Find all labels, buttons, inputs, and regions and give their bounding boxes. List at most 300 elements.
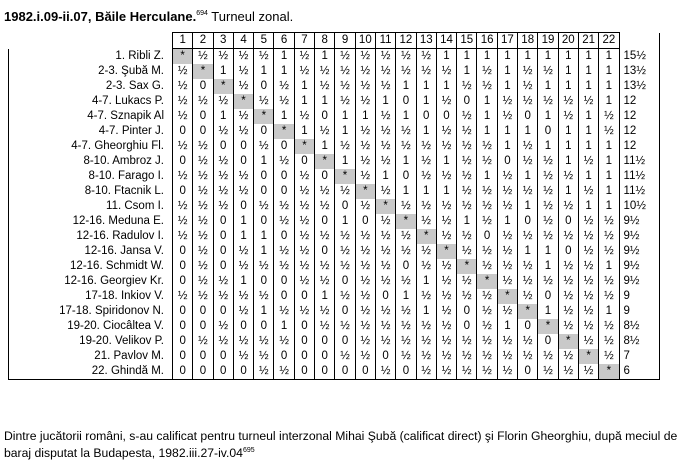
result-cell: 1 bbox=[497, 124, 517, 139]
result-cell: 0 bbox=[538, 334, 558, 349]
result-cell: ½ bbox=[416, 349, 436, 364]
result-cell: ½ bbox=[558, 229, 578, 244]
player-score: 11½ bbox=[619, 169, 659, 184]
player-label bbox=[9, 319, 173, 334]
result-cell: ½ bbox=[497, 184, 517, 199]
result-cell: 0 bbox=[396, 364, 416, 380]
result-cell: 1 bbox=[254, 304, 274, 319]
result-cell: ½ bbox=[436, 199, 456, 214]
result-cell: 1 bbox=[294, 79, 314, 94]
result-cell: 1 bbox=[436, 154, 456, 169]
result-cell: ½ bbox=[315, 124, 335, 139]
result-cell: ½ bbox=[436, 334, 456, 349]
result-cell: 1 bbox=[315, 94, 335, 109]
result-cell: ½ bbox=[213, 49, 233, 65]
result-cell: ½ bbox=[233, 79, 253, 94]
result-cell: ½ bbox=[599, 274, 619, 289]
result-cell: ½ bbox=[416, 244, 436, 259]
result-cell: ½ bbox=[436, 274, 456, 289]
result-cell: 0 bbox=[233, 199, 253, 214]
column-header: 9 bbox=[335, 33, 355, 49]
result-cell: ½ bbox=[538, 169, 558, 184]
result-cell: ½ bbox=[416, 334, 436, 349]
result-cell: 1 bbox=[599, 94, 619, 109]
diagonal-cell: * bbox=[294, 139, 314, 154]
result-cell: ½ bbox=[457, 79, 477, 94]
result-cell: ½ bbox=[538, 214, 558, 229]
result-cell: 1 bbox=[578, 199, 598, 214]
player-rank: 12-16. bbox=[64, 274, 97, 287]
player-name: Gheorghiu Fl. bbox=[94, 139, 164, 152]
result-cell: 1 bbox=[599, 304, 619, 319]
result-cell: 1 bbox=[578, 109, 598, 124]
player-score: 12 bbox=[619, 94, 659, 109]
result-cell: ½ bbox=[518, 334, 538, 349]
result-cell: ½ bbox=[355, 199, 375, 214]
result-cell: ½ bbox=[274, 304, 294, 319]
result-cell: ½ bbox=[457, 229, 477, 244]
result-cell: 0 bbox=[233, 364, 253, 380]
result-cell: 0 bbox=[193, 319, 213, 334]
table-row bbox=[9, 64, 660, 79]
result-cell: 1 bbox=[416, 184, 436, 199]
result-cell: ½ bbox=[294, 214, 314, 229]
player-rank: 17-18. bbox=[85, 289, 118, 302]
result-cell: ½ bbox=[497, 229, 517, 244]
player-label bbox=[9, 169, 173, 184]
result-cell: ½ bbox=[396, 274, 416, 289]
result-cell: ½ bbox=[436, 349, 456, 364]
table-row bbox=[9, 244, 660, 259]
player-name: Pavlov M. bbox=[113, 349, 164, 362]
result-cell: ½ bbox=[355, 304, 375, 319]
result-cell: ½ bbox=[355, 289, 375, 304]
result-cell: 0 bbox=[294, 154, 314, 169]
player-rank: 2-3. bbox=[98, 64, 118, 77]
result-cell: 1 bbox=[558, 184, 578, 199]
result-cell: ½ bbox=[193, 259, 213, 274]
diagonal-cell: * bbox=[477, 274, 497, 289]
diagonal-cell: * bbox=[213, 79, 233, 94]
table-row bbox=[9, 364, 660, 380]
result-cell: 0 bbox=[173, 319, 193, 334]
result-cell: ½ bbox=[315, 274, 335, 289]
result-cell: 1 bbox=[578, 49, 598, 65]
result-cell: 0 bbox=[538, 289, 558, 304]
result-cell: 0 bbox=[294, 289, 314, 304]
result-cell: ½ bbox=[436, 94, 456, 109]
result-cell: 0 bbox=[173, 154, 193, 169]
player-label bbox=[9, 199, 173, 214]
result-cell: 0 bbox=[254, 79, 274, 94]
column-header: 2 bbox=[193, 33, 213, 49]
result-cell: ½ bbox=[173, 169, 193, 184]
result-cell: ½ bbox=[375, 274, 395, 289]
result-cell: 0 bbox=[396, 169, 416, 184]
column-header: 20 bbox=[558, 33, 578, 49]
result-cell: 0 bbox=[193, 109, 213, 124]
result-cell: ½ bbox=[375, 304, 395, 319]
result-cell: 1 bbox=[213, 109, 233, 124]
result-cell: ½ bbox=[355, 274, 375, 289]
player-score: 9½ bbox=[619, 244, 659, 259]
result-cell: ½ bbox=[315, 184, 335, 199]
player-label bbox=[9, 94, 173, 109]
result-cell: 0 bbox=[518, 364, 538, 380]
result-cell: 1 bbox=[477, 94, 497, 109]
result-cell: ½ bbox=[233, 64, 253, 79]
result-cell: 0 bbox=[396, 259, 416, 274]
result-cell: 1 bbox=[538, 304, 558, 319]
result-cell: ½ bbox=[375, 139, 395, 154]
result-cell: 0 bbox=[274, 229, 294, 244]
result-cell: 0 bbox=[294, 364, 314, 380]
result-cell: 1 bbox=[254, 244, 274, 259]
player-score: 12 bbox=[619, 109, 659, 124]
result-cell: 0 bbox=[213, 139, 233, 154]
result-cell: 1 bbox=[274, 64, 294, 79]
result-cell: 0 bbox=[233, 319, 253, 334]
result-cell: ½ bbox=[274, 334, 294, 349]
column-header: 8 bbox=[315, 33, 335, 49]
result-cell: 0 bbox=[335, 364, 355, 380]
result-cell: 0 bbox=[274, 349, 294, 364]
result-cell: 1 bbox=[457, 64, 477, 79]
result-cell: ½ bbox=[416, 154, 436, 169]
result-cell: ½ bbox=[518, 349, 538, 364]
result-cell: ½ bbox=[213, 319, 233, 334]
result-cell: ½ bbox=[477, 349, 497, 364]
column-header: 10 bbox=[355, 33, 375, 49]
result-cell: 1 bbox=[213, 64, 233, 79]
result-cell: ½ bbox=[416, 289, 436, 304]
player-name: Ghindă M. bbox=[110, 364, 164, 377]
result-cell: 1 bbox=[578, 64, 598, 79]
result-cell: 1 bbox=[578, 139, 598, 154]
result-cell: ½ bbox=[294, 199, 314, 214]
player-label bbox=[9, 304, 173, 319]
result-cell: ½ bbox=[254, 289, 274, 304]
result-cell: ½ bbox=[355, 124, 375, 139]
diagonal-cell: * bbox=[254, 109, 274, 124]
result-cell: 1 bbox=[538, 259, 558, 274]
result-cell: ½ bbox=[254, 94, 274, 109]
result-cell: ½ bbox=[477, 199, 497, 214]
result-cell: 0 bbox=[193, 304, 213, 319]
result-cell: 1 bbox=[416, 124, 436, 139]
table-row bbox=[9, 304, 660, 319]
diagonal-cell: * bbox=[396, 214, 416, 229]
diagonal-cell: * bbox=[497, 289, 517, 304]
result-cell: ½ bbox=[518, 64, 538, 79]
player-score: 15½ bbox=[619, 49, 659, 65]
result-cell: ½ bbox=[538, 154, 558, 169]
result-cell: 1 bbox=[578, 79, 598, 94]
result-cell: ½ bbox=[315, 319, 335, 334]
result-cell: ½ bbox=[315, 199, 335, 214]
result-cell: 0 bbox=[558, 214, 578, 229]
result-cell: 0 bbox=[335, 304, 355, 319]
result-cell: ½ bbox=[254, 139, 274, 154]
title-event: Turneul zonal. bbox=[207, 9, 294, 24]
result-cell: ½ bbox=[457, 244, 477, 259]
result-cell: 1 bbox=[518, 244, 538, 259]
crosstable-body bbox=[9, 49, 660, 380]
result-cell: ½ bbox=[518, 259, 538, 274]
result-cell: 1 bbox=[396, 184, 416, 199]
column-header: 22 bbox=[599, 33, 619, 49]
result-cell: ½ bbox=[193, 334, 213, 349]
result-cell: ½ bbox=[599, 349, 619, 364]
result-cell: ½ bbox=[416, 364, 436, 380]
result-cell: ½ bbox=[396, 349, 416, 364]
result-cell: ½ bbox=[233, 124, 253, 139]
result-cell: ½ bbox=[274, 79, 294, 94]
result-cell: 1 bbox=[477, 124, 497, 139]
result-cell: 1 bbox=[254, 229, 274, 244]
result-cell: 0 bbox=[315, 334, 335, 349]
player-label bbox=[9, 349, 173, 364]
player-score: 9½ bbox=[619, 214, 659, 229]
result-cell: ½ bbox=[193, 184, 213, 199]
diagonal-cell: * bbox=[173, 49, 193, 65]
column-header: 15 bbox=[457, 33, 477, 49]
player-label bbox=[9, 64, 173, 79]
player-rank: 12-16. bbox=[72, 214, 106, 227]
result-cell: ½ bbox=[233, 289, 253, 304]
table-row bbox=[9, 94, 660, 109]
table-row bbox=[9, 349, 660, 364]
result-cell: 0 bbox=[173, 304, 193, 319]
result-cell: ½ bbox=[355, 94, 375, 109]
diagonal-cell: * bbox=[538, 319, 558, 334]
title-footnote-ref[interactable]: 694 bbox=[196, 10, 208, 17]
diagonal-cell: * bbox=[193, 64, 213, 79]
result-cell: ½ bbox=[497, 334, 517, 349]
result-cell: ½ bbox=[477, 304, 497, 319]
table-row bbox=[9, 154, 660, 169]
player-score: 9½ bbox=[619, 229, 659, 244]
result-cell: 1 bbox=[254, 64, 274, 79]
result-cell: 0 bbox=[274, 184, 294, 199]
result-cell: ½ bbox=[355, 154, 375, 169]
result-cell: 1 bbox=[315, 139, 335, 154]
result-cell: ½ bbox=[355, 334, 375, 349]
result-cell: ½ bbox=[335, 229, 355, 244]
table-row bbox=[9, 109, 660, 124]
result-cell: ½ bbox=[315, 229, 335, 244]
result-cell: ½ bbox=[416, 214, 436, 229]
result-cell: ½ bbox=[538, 364, 558, 380]
result-cell: ½ bbox=[375, 49, 395, 65]
player-name: Ftacnik L. bbox=[114, 184, 164, 197]
player-score: 9½ bbox=[619, 274, 659, 289]
result-cell: ½ bbox=[558, 364, 578, 380]
result-cell: 0 bbox=[193, 349, 213, 364]
result-cell: ½ bbox=[396, 334, 416, 349]
result-cell: 1 bbox=[538, 49, 558, 65]
player-name: Şubă M. bbox=[121, 64, 164, 77]
result-cell: ½ bbox=[558, 259, 578, 274]
column-header: 6 bbox=[274, 33, 294, 49]
result-cell: 1 bbox=[518, 199, 538, 214]
result-cell: ½ bbox=[233, 169, 253, 184]
result-cell: ½ bbox=[436, 289, 456, 304]
crosstable bbox=[8, 32, 660, 380]
player-score: 10½ bbox=[619, 199, 659, 214]
player-name: Lukacs P. bbox=[114, 94, 164, 107]
result-cell: ½ bbox=[457, 109, 477, 124]
result-cell: ½ bbox=[233, 349, 253, 364]
result-cell: ½ bbox=[335, 49, 355, 65]
result-cell: 0 bbox=[173, 244, 193, 259]
column-header: 13 bbox=[416, 33, 436, 49]
result-cell: 0 bbox=[193, 79, 213, 94]
table-row bbox=[9, 274, 660, 289]
result-cell: 0 bbox=[315, 169, 335, 184]
result-cell: ½ bbox=[477, 289, 497, 304]
result-cell: 0 bbox=[254, 274, 274, 289]
result-cell: ½ bbox=[558, 199, 578, 214]
result-cell: ½ bbox=[457, 154, 477, 169]
result-cell: ½ bbox=[173, 289, 193, 304]
result-cell: ½ bbox=[578, 274, 598, 289]
result-cell: ½ bbox=[538, 274, 558, 289]
result-cell: 1 bbox=[578, 169, 598, 184]
player-score: 11½ bbox=[619, 184, 659, 199]
result-cell: 0 bbox=[558, 244, 578, 259]
column-header: 5 bbox=[254, 33, 274, 49]
result-cell: 1 bbox=[497, 64, 517, 79]
result-cell: 0 bbox=[193, 364, 213, 380]
result-cell: 1 bbox=[233, 214, 253, 229]
player-score: 13½ bbox=[619, 79, 659, 94]
result-cell: 1 bbox=[599, 169, 619, 184]
result-cell: 0 bbox=[416, 109, 436, 124]
result-cell: 0 bbox=[315, 109, 335, 124]
result-cell: 1 bbox=[355, 109, 375, 124]
result-cell: ½ bbox=[436, 169, 456, 184]
result-cell: 0 bbox=[274, 274, 294, 289]
result-cell: ½ bbox=[578, 214, 598, 229]
result-cell: ½ bbox=[375, 124, 395, 139]
column-header: 14 bbox=[436, 33, 456, 49]
result-cell: ½ bbox=[193, 229, 213, 244]
player-rank: 12-16. bbox=[70, 259, 103, 272]
result-cell: ½ bbox=[599, 124, 619, 139]
result-cell: 1 bbox=[254, 154, 274, 169]
result-cell: 1 bbox=[477, 109, 497, 124]
result-cell: ½ bbox=[335, 289, 355, 304]
result-cell: ½ bbox=[335, 79, 355, 94]
result-cell: ½ bbox=[497, 349, 517, 364]
result-cell: 1 bbox=[294, 124, 314, 139]
result-cell: ½ bbox=[213, 289, 233, 304]
column-header: 3 bbox=[213, 33, 233, 49]
result-cell: ½ bbox=[578, 259, 598, 274]
result-cell: ½ bbox=[173, 229, 193, 244]
result-cell: ½ bbox=[396, 139, 416, 154]
result-cell: 0 bbox=[294, 319, 314, 334]
footnote-paragraph bbox=[4, 428, 688, 462]
result-cell: ½ bbox=[355, 259, 375, 274]
result-cell: ½ bbox=[375, 229, 395, 244]
player-score: 12 bbox=[619, 124, 659, 139]
result-cell: 1 bbox=[315, 289, 335, 304]
column-header: 1 bbox=[173, 33, 193, 49]
player-label bbox=[9, 289, 173, 304]
player-label bbox=[9, 214, 173, 229]
player-rank: 4-7. bbox=[87, 109, 108, 122]
player-rank: 21. bbox=[94, 349, 111, 362]
result-cell: ½ bbox=[193, 244, 213, 259]
result-cell: ½ bbox=[416, 199, 436, 214]
result-cell: ½ bbox=[233, 259, 253, 274]
result-cell: 1 bbox=[233, 274, 253, 289]
result-cell: ½ bbox=[193, 94, 213, 109]
result-cell: 1 bbox=[457, 49, 477, 65]
result-cell: 1 bbox=[599, 184, 619, 199]
header-corner bbox=[9, 33, 173, 49]
result-cell: 1 bbox=[396, 289, 416, 304]
result-cell: ½ bbox=[518, 154, 538, 169]
result-cell: 0 bbox=[294, 349, 314, 364]
result-cell: ½ bbox=[213, 169, 233, 184]
result-cell: ½ bbox=[578, 244, 598, 259]
result-cell: ½ bbox=[477, 139, 497, 154]
diagonal-cell: * bbox=[416, 229, 436, 244]
result-cell: ½ bbox=[436, 304, 456, 319]
result-cell: ½ bbox=[375, 64, 395, 79]
result-cell: ½ bbox=[396, 64, 416, 79]
result-cell: 1 bbox=[274, 319, 294, 334]
player-rank: 2-3. bbox=[105, 79, 126, 92]
result-cell: 1 bbox=[538, 79, 558, 94]
result-cell: ½ bbox=[375, 109, 395, 124]
result-cell: ½ bbox=[335, 64, 355, 79]
column-header: 16 bbox=[477, 33, 497, 49]
result-cell: ½ bbox=[518, 289, 538, 304]
note-footnote-ref[interactable]: 695 bbox=[242, 447, 255, 454]
result-cell: 1 bbox=[416, 304, 436, 319]
result-cell: ½ bbox=[335, 319, 355, 334]
diagonal-cell: * bbox=[375, 199, 395, 214]
result-cell: 1 bbox=[477, 49, 497, 65]
result-cell: 0 bbox=[355, 214, 375, 229]
column-header: 4 bbox=[233, 33, 253, 49]
diagonal-cell: * bbox=[355, 184, 375, 199]
result-cell: 1 bbox=[375, 94, 395, 109]
player-score: 6 bbox=[619, 364, 659, 380]
result-cell: 0 bbox=[213, 304, 233, 319]
result-cell: 0 bbox=[254, 124, 274, 139]
result-cell: 0 bbox=[315, 214, 335, 229]
diagonal-cell: * bbox=[558, 334, 578, 349]
result-cell: ½ bbox=[396, 244, 416, 259]
result-cell: ½ bbox=[558, 169, 578, 184]
result-cell: ½ bbox=[355, 49, 375, 65]
result-cell: 1 bbox=[416, 274, 436, 289]
result-cell: 0 bbox=[315, 244, 335, 259]
result-cell: ½ bbox=[375, 364, 395, 380]
result-cell: ½ bbox=[294, 304, 314, 319]
table-row bbox=[9, 184, 660, 199]
result-cell: 0 bbox=[274, 169, 294, 184]
column-header: 17 bbox=[497, 33, 517, 49]
result-cell: ½ bbox=[173, 79, 193, 94]
result-cell: 0 bbox=[518, 109, 538, 124]
result-cell: ½ bbox=[193, 274, 213, 289]
